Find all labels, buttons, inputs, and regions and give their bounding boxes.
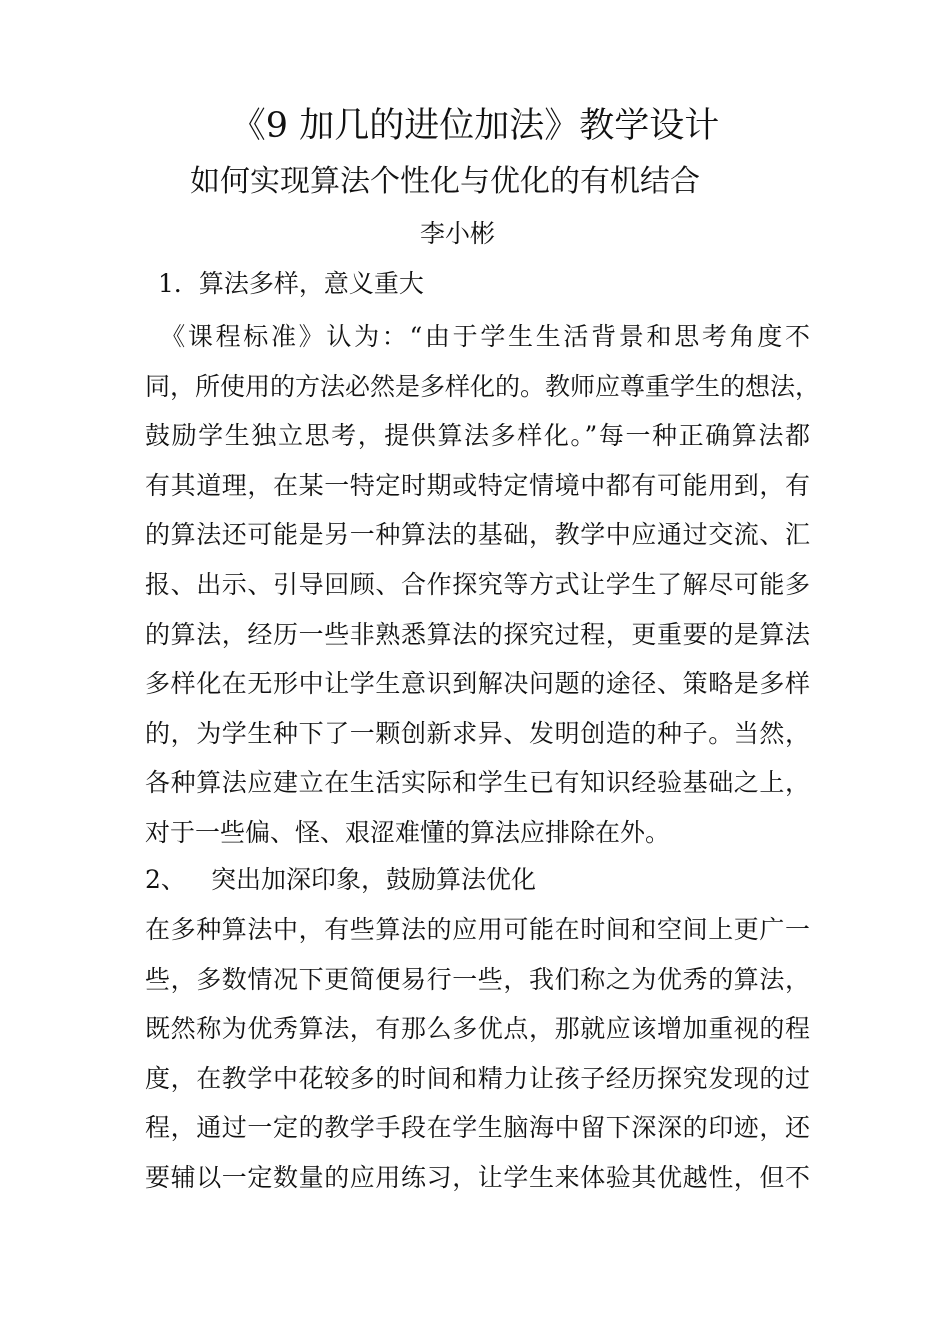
section-2-heading-text: 突出加深印象，鼓励算法优化 [211,865,537,894]
document-title: 《9 加几的进位加法》教学设计 [230,106,720,146]
paragraph-line: 有其道理，在某一特定时期或特定情境中都有可能用到，有 [145,470,810,500]
section-2-number: 2、 [145,865,186,894]
paragraph-line: 的，为学生种下了一颗创新求异、发明创造的种子。当然， [145,718,810,748]
paragraph-line: 报、出示、引导回顾、合作探究等方式让学生了解尽可能多 [145,569,810,599]
paragraph-line: 程，通过一定的教学手段在学生脑海中留下深深的印迹，还 [145,1113,810,1143]
paragraph-line: 的算法，经历一些非熟悉算法的探究过程，更重要的是算法 [145,619,810,649]
paragraph-line: 鼓励学生独立思考，提供算法多样化。”每一种正确算法都 [145,421,810,451]
document-subtitle: 如何实现算法个性化与优化的有机结合 [190,164,700,199]
paragraph-line: 各种算法应建立在生活实际和学生已有知识经验基础之上， [145,768,810,798]
document-author: 李小彬 [420,219,496,248]
paragraph-line: 度，在教学中花较多的时间和精力让孩子经历探究发现的过 [145,1063,810,1093]
paragraph-line: 在多种算法中，有些算法的应用可能在时间和空间上更广一 [145,915,810,944]
paragraph-line: 同，所使用的方法必然是多样化的。教师应尊重学生的想法， [145,371,821,401]
paragraph-line: 的算法还可能是另一种算法的基础，教学中应通过交流、汇 [145,520,810,550]
paragraph-line: 多样化在无形中让学生意识到解决问题的途径、策略是多样 [145,669,810,699]
section-2-paragraph [145,905,810,1203]
paragraph-line: 些，多数情况下更简便易行一些，我们称之为优秀的算法， [145,964,810,994]
section-2-heading [145,860,536,900]
paragraph-line: 既然称为优秀算法，有那么多优点，那就应该增加重视的程 [145,1014,810,1044]
section-1-heading: 1．算法多样，意义重大 [158,269,424,298]
paragraph-line: 要辅以一定数量的应用练习，让学生来体验其优越性，但不 [145,1162,810,1192]
paragraph-line: 对于一些偏、怪、艰涩难懂的算法应排除在外。 [145,817,671,847]
paragraph-line: 《课程标准》认为：“由于学生生活背景和思考角度不 [145,322,810,351]
section-1-paragraph [145,312,821,858]
